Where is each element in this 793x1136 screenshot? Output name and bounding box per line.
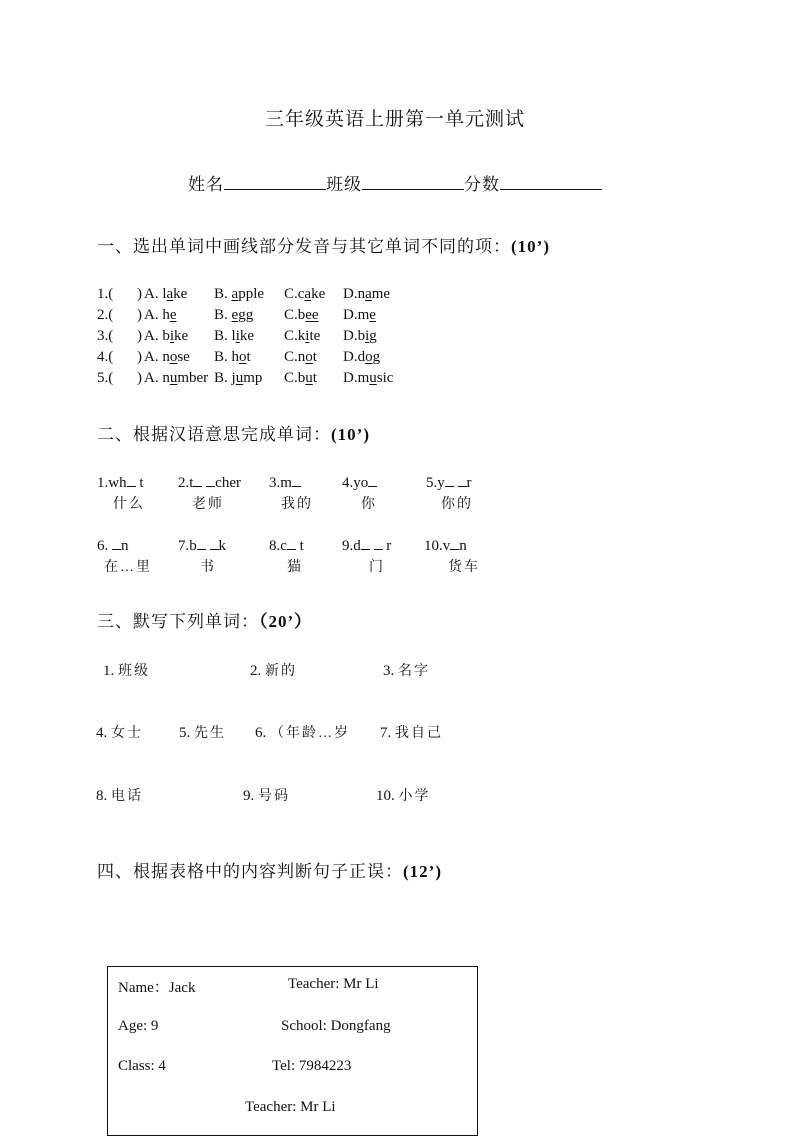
underlined-letters: u bbox=[169, 370, 178, 386]
chinese-hint: 你的 bbox=[441, 497, 473, 512]
dictation-number: 7. bbox=[380, 725, 395, 741]
dictation-chinese: 号码 bbox=[258, 789, 290, 804]
option-d[interactable]: D.dog bbox=[343, 349, 381, 365]
option-a[interactable]: A. he bbox=[144, 307, 177, 323]
table-school: School: Dongfang bbox=[281, 1018, 391, 1034]
table-tel: Tel: 7984223 bbox=[272, 1058, 352, 1074]
fill-word[interactable]: 2.t cher bbox=[178, 475, 241, 491]
letter-blank[interactable] bbox=[292, 473, 301, 487]
letter-blank[interactable] bbox=[368, 473, 377, 487]
dictation-chinese: 我自己 bbox=[395, 726, 443, 741]
underlined-letters: u bbox=[369, 370, 377, 386]
letter-blank[interactable] bbox=[287, 536, 296, 550]
underlined-letters: a bbox=[231, 286, 239, 302]
question-number: 5.( bbox=[97, 370, 114, 386]
underlined-letters: i bbox=[169, 328, 175, 344]
letter-blank[interactable] bbox=[206, 473, 215, 487]
option-b[interactable]: B. hot bbox=[214, 349, 251, 365]
underlined-letters: o bbox=[365, 349, 373, 365]
dictation-number: 1. bbox=[103, 663, 118, 679]
question-number: 1.( bbox=[97, 286, 114, 302]
underlined-letters: e bbox=[369, 307, 376, 323]
dictation-number: 10. bbox=[376, 788, 399, 804]
table-name: Name：Jack bbox=[118, 980, 196, 996]
dictation-item bbox=[243, 785, 290, 805]
chinese-hint: 货车 bbox=[448, 560, 480, 575]
question-number: 2.( bbox=[97, 307, 114, 323]
section1-heading-text: 一、选出单词中画线部分发音与其它单词不同的项： bbox=[97, 237, 511, 256]
answer-blank[interactable] bbox=[113, 286, 133, 304]
dictation-number: 3. bbox=[383, 663, 398, 679]
dictation-chinese: 小学 bbox=[398, 789, 431, 804]
option-d[interactable]: D.big bbox=[343, 328, 377, 344]
dictation-item bbox=[179, 722, 226, 742]
fill-word[interactable]: 9.d r bbox=[342, 538, 392, 554]
student-info-row bbox=[188, 170, 602, 195]
section4-points: (12’) bbox=[403, 862, 442, 881]
dictation-item bbox=[383, 660, 430, 680]
option-d[interactable]: D.name bbox=[343, 286, 391, 302]
letter-blank[interactable] bbox=[458, 473, 467, 487]
option-b[interactable]: B. egg bbox=[214, 307, 254, 323]
answer-blank[interactable] bbox=[113, 349, 133, 367]
dictation-chinese: 电话 bbox=[111, 789, 143, 804]
question-number: 4.( bbox=[97, 349, 114, 365]
dictation-number: 2. bbox=[250, 663, 265, 679]
letter-blank[interactable] bbox=[374, 536, 383, 550]
question-number: 3.( bbox=[97, 328, 114, 344]
dictation-number: 8. bbox=[96, 788, 111, 804]
option-c[interactable]: C.cake bbox=[284, 286, 326, 302]
underlined-letters: i bbox=[235, 328, 240, 344]
dictation-item bbox=[255, 722, 350, 742]
fill-word[interactable]: 1.wh t bbox=[97, 475, 144, 491]
fill-word[interactable]: 7.b k bbox=[178, 538, 226, 554]
section3-heading bbox=[97, 607, 312, 632]
dictation-number: 4. bbox=[96, 725, 111, 741]
dictation-item bbox=[103, 660, 150, 680]
section4-heading-text: 四、根据表格中的内容判断句子正误： bbox=[97, 862, 403, 881]
dictation-chinese: 女士 bbox=[111, 726, 143, 741]
underlined-letters: e bbox=[169, 307, 177, 323]
question-close-paren: ) bbox=[137, 286, 142, 302]
fill-word[interactable]: 3.m bbox=[269, 473, 301, 492]
dictation-number: 5. bbox=[179, 725, 194, 741]
table-teacher: Teacher: Mr Li bbox=[288, 976, 379, 992]
question-close-paren: ) bbox=[137, 307, 142, 323]
class-label: 班级 bbox=[326, 175, 362, 194]
question-close-paren: ) bbox=[137, 349, 142, 365]
dictation-chinese: 名字 bbox=[398, 664, 430, 679]
chinese-hint: 在…里 bbox=[104, 560, 152, 575]
question-close-paren: ) bbox=[137, 328, 142, 344]
underlined-letters: i bbox=[365, 328, 370, 344]
letter-blank[interactable] bbox=[450, 536, 459, 550]
option-d[interactable]: D.music bbox=[343, 370, 394, 386]
section1-points: (10’) bbox=[511, 237, 550, 256]
name-label: 姓名 bbox=[188, 175, 224, 194]
dictation-chinese: 先生 bbox=[194, 726, 226, 741]
answer-blank[interactable] bbox=[113, 328, 133, 346]
underlined-letters: o bbox=[169, 349, 178, 365]
underlined-letters: u bbox=[235, 370, 244, 386]
section3-points: （20’） bbox=[259, 612, 313, 631]
class-field[interactable] bbox=[362, 175, 464, 190]
section2-heading-text: 二、根据汉语意思完成单词： bbox=[97, 425, 331, 444]
option-c[interactable]: C.kite bbox=[284, 328, 321, 344]
underlined-letters: ee bbox=[305, 307, 319, 323]
fill-word[interactable]: 8.c t bbox=[269, 538, 304, 554]
underlined-letters: a bbox=[365, 286, 372, 302]
question-close-paren: ) bbox=[137, 370, 142, 386]
fill-word[interactable]: 6. n bbox=[97, 538, 129, 554]
section2-heading bbox=[97, 420, 370, 445]
name-field[interactable] bbox=[224, 175, 326, 190]
option-b[interactable]: B. apple bbox=[214, 286, 265, 302]
option-b[interactable]: B. jump bbox=[214, 370, 263, 386]
info-table bbox=[107, 966, 478, 1136]
chinese-hint: 猫 bbox=[287, 560, 303, 575]
dictation-chinese: （年龄…岁 bbox=[270, 726, 350, 741]
underlined-letters: i bbox=[305, 328, 310, 344]
chinese-hint: 书 bbox=[200, 560, 216, 575]
underlined-letters: u bbox=[305, 370, 313, 386]
underlined-letters: o bbox=[239, 349, 247, 365]
answer-blank[interactable] bbox=[113, 370, 133, 388]
dictation-number: 6. bbox=[255, 725, 270, 741]
score-label: 分数 bbox=[464, 175, 500, 194]
letter-blank[interactable] bbox=[127, 473, 136, 487]
fill-word[interactable]: 10.v n bbox=[424, 538, 467, 554]
score-field[interactable] bbox=[500, 175, 602, 190]
option-a[interactable]: A. lake bbox=[144, 286, 188, 302]
underlined-letters: a bbox=[304, 286, 312, 302]
option-c[interactable]: C.not bbox=[284, 349, 317, 365]
letter-blank[interactable] bbox=[210, 536, 219, 550]
section3-heading-text: 三、默写下列单词： bbox=[97, 612, 259, 631]
table-class: Class: 4 bbox=[118, 1058, 166, 1074]
dictation-item bbox=[96, 785, 143, 805]
letter-blank[interactable] bbox=[197, 536, 206, 550]
underlined-letters: o bbox=[305, 349, 313, 365]
option-d[interactable]: D.me bbox=[343, 307, 376, 323]
section1-heading bbox=[97, 232, 550, 257]
dictation-item bbox=[376, 785, 431, 805]
chinese-hint: 我的 bbox=[281, 497, 313, 512]
option-c[interactable]: C.bee bbox=[284, 307, 319, 323]
page-title: 三年级英语上册第一单元测试 bbox=[265, 109, 526, 130]
option-c[interactable]: C.but bbox=[284, 370, 317, 386]
dictation-item bbox=[96, 722, 143, 742]
table-teacher-second: Teacher: Mr Li bbox=[245, 1099, 336, 1115]
letter-blank[interactable] bbox=[361, 536, 370, 550]
option-a[interactable]: A. nose bbox=[144, 349, 190, 365]
letter-blank[interactable] bbox=[193, 473, 202, 487]
chinese-hint: 你 bbox=[361, 497, 377, 512]
chinese-hint: 老师 bbox=[192, 497, 224, 512]
option-b[interactable]: B. like bbox=[214, 328, 255, 344]
dictation-chinese: 班级 bbox=[118, 664, 150, 679]
dictation-item bbox=[380, 722, 443, 742]
fill-word[interactable]: 4.yo bbox=[342, 473, 377, 492]
option-a[interactable]: A. number bbox=[144, 370, 209, 386]
dictation-chinese: 新的 bbox=[265, 664, 297, 679]
dictation-number: 9. bbox=[243, 788, 258, 804]
underlined-letters: e bbox=[231, 307, 239, 323]
section2-points: (10’) bbox=[331, 425, 370, 444]
fill-word[interactable]: 5.y r bbox=[426, 475, 472, 491]
underlined-letters: a bbox=[166, 286, 174, 302]
table-age: Age: 9 bbox=[118, 1018, 159, 1034]
letter-blank[interactable] bbox=[445, 473, 454, 487]
answer-blank[interactable] bbox=[113, 307, 133, 325]
chinese-hint: 什么 bbox=[113, 497, 145, 512]
section4-heading bbox=[97, 857, 442, 882]
dictation-item bbox=[250, 660, 297, 680]
letter-blank[interactable] bbox=[112, 536, 121, 550]
option-a[interactable]: A. bike bbox=[144, 328, 189, 344]
chinese-hint: 门 bbox=[369, 560, 385, 575]
